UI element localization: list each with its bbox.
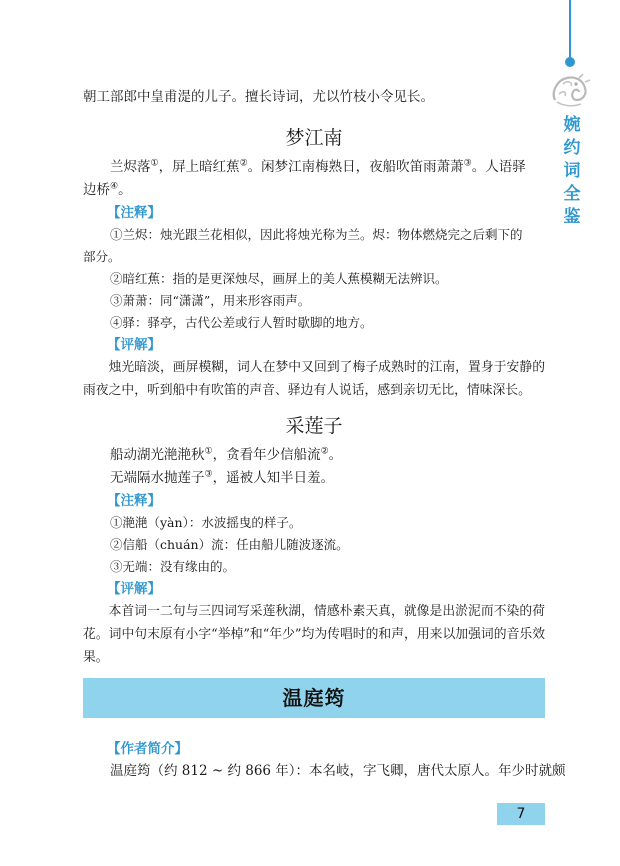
poem-section-mengjiangnan: [83, 124, 545, 402]
note-item: ③萧萧：同“潇潇”，用来形容雨声。: [110, 293, 311, 308]
poem-title: 梦江南: [285, 127, 343, 149]
review-text: 本首词一二句与三四词写采莲秋湖，情感朴素天真，就像是出淤泥而不染的荷花。词中句末原有小字“举棹”和“年少”均为传唱时的和声，用来以加强词的音乐效果。: [83, 604, 545, 665]
review-text: 烛光暗淡，画屏模糊，词人在梦中又回到了梅子成熟时的江南，置身于安静的雨夜之中，听到船中有吹笛的声音、驿边有人说话，感到亲切无比，情味深长。: [83, 360, 545, 398]
notes-heading: 【注释】: [107, 205, 161, 221]
note-item: ④驿：驿亭，古代公差或行人暂时歇脚的地方。: [110, 315, 373, 330]
poem-line: 无端隔水抛莲子③，遥被人知半日羞。: [110, 469, 335, 486]
sidebar-book-title: 婉约词全鉴: [563, 115, 581, 227]
author-text: 温庭筠（约 812 ~ 约 866 年）：本名岐，字飞卿，唐代太原人。年少时就颇: [110, 763, 566, 779]
note-item: ③无端：没有缘由的。: [110, 559, 236, 574]
banner-title: 温庭筠: [282, 686, 346, 710]
intro-continuation: 朝工部郎中皇甫湜的儿子。擅长诗词，尤以竹枝小令见长。: [83, 89, 434, 105]
note-item: ②暗红蕉：指的是更深烛尽，画屏上的美人蕉模糊无法辨识。: [110, 271, 448, 286]
review-heading: 【评解】: [107, 581, 161, 597]
note-item: ①滟滟（yàn）：水波摇曳的样子。: [110, 515, 302, 530]
poem-title: 采莲子: [285, 415, 343, 437]
dragon-emblem-icon: [549, 70, 593, 110]
poem-section-cailianzi: [83, 412, 545, 669]
sidebar-line: [569, 0, 571, 60]
review-heading: 【评解】: [107, 337, 161, 353]
notes-heading: 【注释】: [107, 493, 161, 509]
poem-line: 船动湖光滟滟秋①，贪看年少信船流②。: [110, 446, 343, 463]
section-banner: [83, 678, 545, 718]
page-number: 7: [497, 803, 545, 825]
poem-line: 兰烬落①，屏上暗红蕉②。闲梦江南梅熟日，夜船吹笛雨萧萧③。人语驿 边桥④。: [83, 158, 526, 198]
author-heading: 【作者简介】: [107, 741, 188, 757]
author-section: [83, 738, 566, 783]
sidebar-dot: [565, 57, 575, 67]
note-item: ②信船（chuán）流：任由船儿随波逐流。: [110, 537, 349, 552]
note-item: ①兰烬：烛光跟兰花相似，因此将烛光称为兰。烬：物体燃烧完之后剩下的 部分。: [83, 227, 523, 264]
